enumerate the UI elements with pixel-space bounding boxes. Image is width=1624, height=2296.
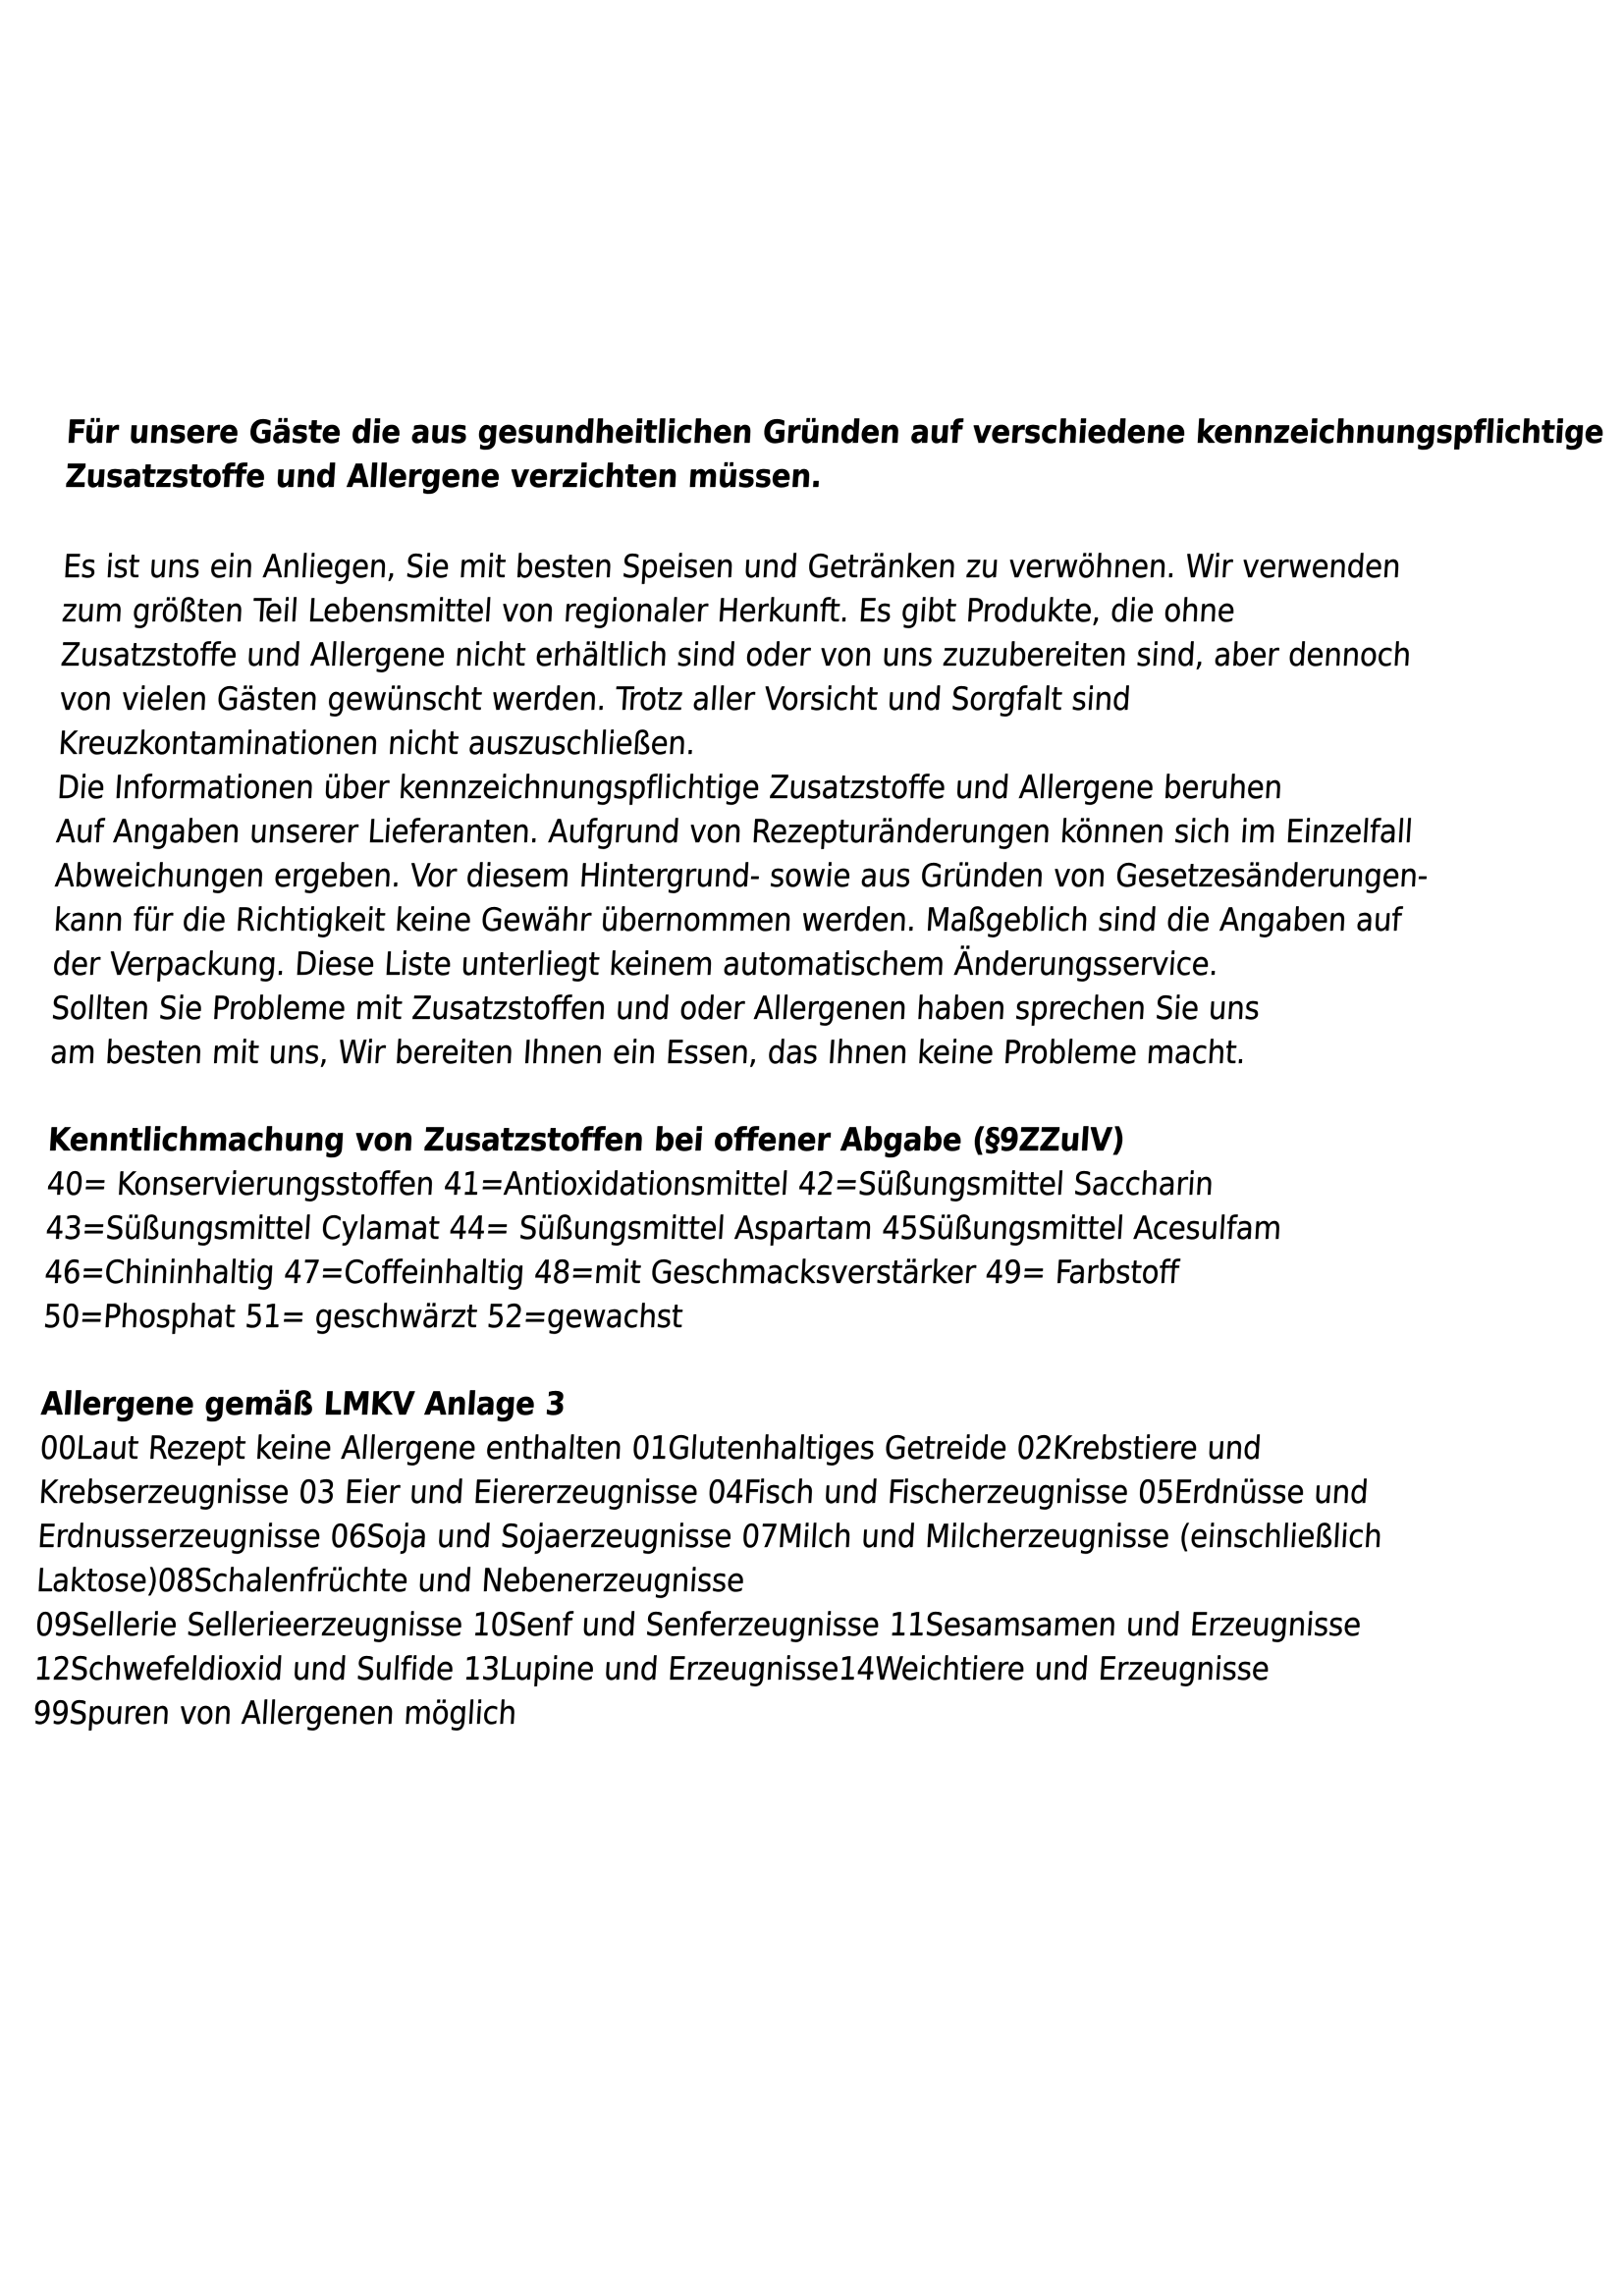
intro-paragraph-2 bbox=[51, 766, 1589, 987]
paragraph-line: am besten mit uns, Wir bereiten Ihnen ein Essen, das Ihnen keine Probleme macht. bbox=[49, 1034, 1247, 1071]
additives-line: 46=Chininhaltig 47=Coffeinhaltig 48=mit Geschmacksverstärker 49= Farbstoff bbox=[43, 1254, 1180, 1291]
paragraph-line: Zusatzstoffe und Allergene nicht erhältlich sind oder von uns zuzubereiten sind, aber dennoch bbox=[59, 636, 1413, 673]
paragraph-line: Abweichungen ergeben. Vor diesem Hintergrund- sowie aus Gründen von Gesetzesänderungen- bbox=[53, 857, 1430, 894]
allergens-list bbox=[31, 1426, 1571, 1735]
spacer bbox=[63, 499, 1596, 545]
paragraph-line: Die Informationen über kennzeichnungspflichtige Zusatzstoffe und Allergene beruhen bbox=[56, 769, 1284, 806]
allergens-line: 00Laut Rezept keine Allergene enthalten 01Glutenhaltiges Getreide 02Krebstiere und bbox=[38, 1429, 1263, 1467]
intro-paragraph-3 bbox=[49, 987, 1583, 1075]
allergens-line: Laktose)08Schalenfrüchte und Nebenerzeugnisse bbox=[35, 1562, 746, 1599]
additives-list bbox=[42, 1162, 1579, 1339]
intro-heading-line: Für unsere Gäste die aus gesundheitlichen Gründen auf verschiedene kennzeichnungspflichtige bbox=[65, 413, 1605, 451]
document-content bbox=[31, 410, 1605, 1735]
intro-heading-line: Zusatzstoffe und Allergene verzichten müssen. bbox=[64, 457, 823, 495]
paragraph-line: Es ist uns ein Anliegen, Sie mit besten Speisen und Getränken zu verwöhnen. Wir verwenden bbox=[62, 548, 1402, 585]
paragraph-line: von vielen Gästen gewünscht werden. Trotz aller Vorsicht und Sorgfalt sind bbox=[58, 680, 1132, 718]
paragraph-line: zum größten Teil Lebensmittel von regionaler Herkunft. Es gibt Produkte, die ohne bbox=[60, 592, 1236, 629]
paragraph-line: der Verpackung. Diese Liste unterliegt keinem automatischem Änderungsservice. bbox=[51, 945, 1219, 983]
additives-line: 40= Konservierungsstoffen 41=Antioxidationsmittel 42=Süßungsmittel Saccharin bbox=[45, 1165, 1215, 1202]
additives-line: 50=Phosphat 51= geschwärzt 52=gewachst bbox=[42, 1298, 684, 1335]
allergens-heading-text: Allergene gemäß LMKV Anlage 3 bbox=[39, 1385, 567, 1422]
allergens-section-heading bbox=[40, 1382, 1573, 1426]
additives-heading-text: Kenntlichmachung von Zusatzstoffen bei offener Abgabe (§9ZZulV) bbox=[46, 1121, 1126, 1158]
spacer bbox=[48, 1075, 1581, 1118]
intro-heading bbox=[64, 410, 1605, 499]
additives-section-heading bbox=[47, 1118, 1580, 1162]
paragraph-line: Kreuzkontaminationen nicht auszuschließen. bbox=[57, 724, 697, 762]
allergens-line: 12Schwefeldioxid und Sulfide 13Lupine und Erzeugnisse14Weichtiere und Erzeugnisse bbox=[32, 1650, 1271, 1687]
spacer bbox=[41, 1339, 1574, 1382]
additives-line: 43=Süßungsmittel Cylamat 44= Süßungsmittel Aspartam 45Süßungsmittel Acesulfam bbox=[44, 1209, 1283, 1247]
paragraph-line: Auf Angaben unserer Lieferanten. Aufgrund von Rezepturänderungen können sich im Einzelfall bbox=[55, 813, 1414, 850]
allergens-line: Krebserzeugnisse 03 Eier und Eiererzeugnisse 04Fisch und Fischerzeugnisse 05Erdnüsse und bbox=[37, 1473, 1370, 1511]
paragraph-line: kann für die Richtigkeit keine Gewähr übernommen werden. Maßgeblich sind die Angaben auf bbox=[52, 901, 1403, 938]
paragraph-line: Sollten Sie Probleme mit Zusatzstoffen und oder Allergenen haben sprechen Sie uns bbox=[50, 989, 1261, 1027]
intro-paragraph-1 bbox=[57, 545, 1595, 766]
allergens-line: 09Sellerie Sellerieerzeugnisse 10Senf und Senferzeugnisse 11Sesamsamen und Erzeugnisse bbox=[33, 1606, 1363, 1643]
allergens-line: 99Spuren von Allergenen möglich bbox=[31, 1694, 518, 1732]
allergens-line: Erdnusserzeugnisse 06Soja und Sojaerzeugnisse 07Milch und Milcherzeugnisse (einschließlich bbox=[36, 1518, 1383, 1555]
